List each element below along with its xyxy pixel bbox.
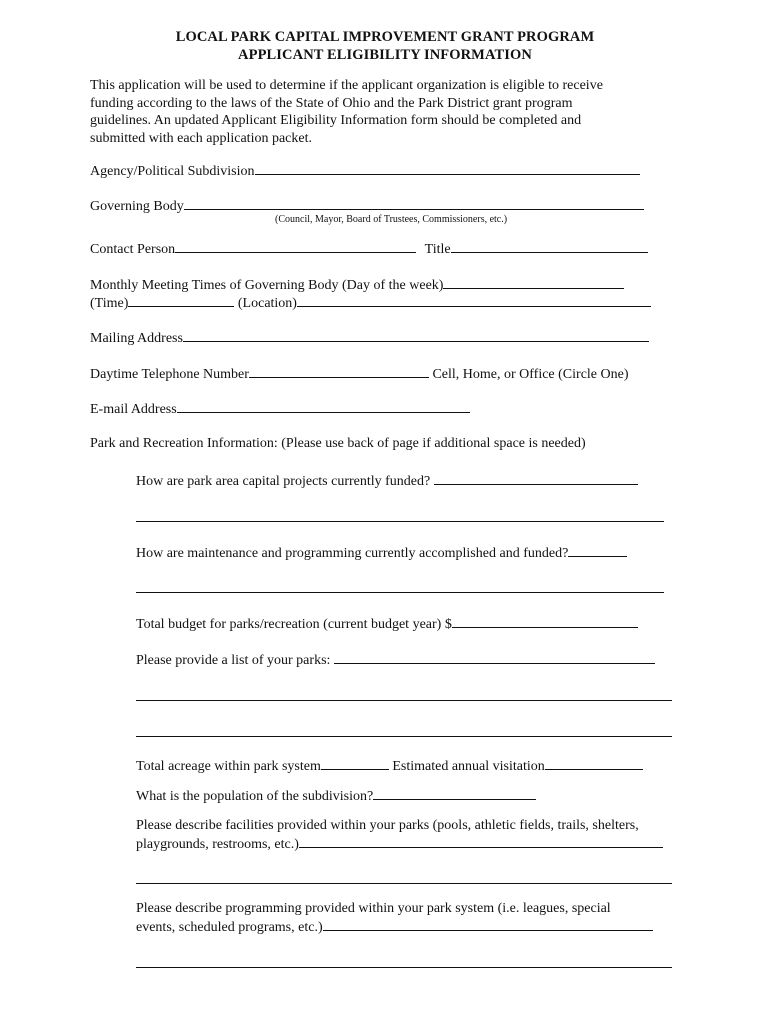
intro-line-1: This application will be used to determine if the applicant organization is eligible to receive xyxy=(90,78,603,93)
programming-label-line2: events, scheduled programs, etc.) xyxy=(136,920,323,935)
maintenance-row xyxy=(136,544,627,562)
facilities-label-line1: Please describe facilities provided within your parks (pools, athletic fields, trails, shelters, xyxy=(136,818,639,833)
time-field[interactable] xyxy=(128,294,234,307)
governing-body-row xyxy=(90,197,644,215)
mailing-address-row xyxy=(90,329,649,347)
acreage-visitation-row xyxy=(136,757,643,775)
intro-line-3: guidelines. An updated Applicant Eligibility Information form should be completed and xyxy=(90,113,582,128)
acreage-field[interactable] xyxy=(321,757,389,770)
parks-list-answer-line-1[interactable] xyxy=(136,700,672,701)
programming-row-2 xyxy=(136,918,653,936)
governing-body-label: Governing Body xyxy=(90,199,184,214)
contact-person-label: Contact Person xyxy=(90,242,176,257)
contact-row xyxy=(90,240,648,258)
mailing-address-label: Mailing Address xyxy=(90,331,183,346)
visitation-label: Estimated annual visitation xyxy=(392,759,545,774)
meeting-day-field[interactable] xyxy=(443,276,624,289)
maintenance-label: How are maintenance and programming currently accomplished and funded? xyxy=(136,546,569,561)
phone-field[interactable] xyxy=(249,365,429,378)
maintenance-field[interactable] xyxy=(568,544,627,557)
form-title-line1: LOCAL PARK CAPITAL IMPROVEMENT GRANT PROGRAM xyxy=(175,29,595,45)
facilities-label-line2: playgrounds, restrooms, etc.) xyxy=(136,837,299,852)
facilities-answer-line[interactable] xyxy=(136,883,672,884)
phone-type-label: Cell, Home, or Office (Circle One) xyxy=(432,367,629,382)
meeting-time-location-row xyxy=(90,294,651,312)
budget-row xyxy=(136,615,638,633)
meeting-times-row xyxy=(90,276,624,294)
time-label: (Time) xyxy=(90,296,129,311)
parks-list-answer-line-2[interactable] xyxy=(136,736,672,737)
location-field[interactable] xyxy=(297,294,651,307)
programming-field[interactable] xyxy=(323,918,653,931)
phone-row xyxy=(90,365,629,383)
meeting-times-label: Monthly Meeting Times of Governing Body (Day of the week) xyxy=(90,278,444,293)
email-field[interactable] xyxy=(177,400,470,413)
parks-list-field[interactable] xyxy=(334,651,655,664)
population-row xyxy=(136,787,536,805)
parks-list-label: Please provide a list of your parks: xyxy=(136,653,331,668)
programming-answer-line[interactable] xyxy=(136,967,672,968)
phone-label: Daytime Telephone Number xyxy=(90,367,249,382)
agency-row xyxy=(90,162,640,180)
intro-line-2: funding according to the laws of the State of Ohio and the Park District grant program xyxy=(90,95,573,111)
capital-funding-answer-line[interactable] xyxy=(136,521,664,522)
programming-row-1 xyxy=(136,901,611,917)
contact-person-field[interactable] xyxy=(175,240,416,253)
intro-paragraph xyxy=(90,77,670,147)
capital-funding-field[interactable] xyxy=(434,472,638,485)
population-label: What is the population of the subdivision? xyxy=(136,789,374,804)
facilities-field[interactable] xyxy=(299,835,663,848)
programming-label-line1: Please describe programming provided within your park system (i.e. leagues, special xyxy=(136,901,611,916)
facilities-row-1 xyxy=(136,818,639,834)
governing-body-hint: (Council, Mayor, Board of Trustees, Commissioners, etc.) xyxy=(275,214,508,225)
park-section-heading: Park and Recreation Information: (Please use back of page if additional space is needed) xyxy=(90,436,586,451)
form-title-line2: APPLICANT ELIGIBILITY INFORMATION xyxy=(238,47,532,63)
agency-label: Agency/Political Subdivision xyxy=(90,164,255,179)
capital-funding-row xyxy=(136,472,638,490)
capital-funding-label: How are park area capital projects currently funded? xyxy=(136,474,431,489)
title-field[interactable] xyxy=(451,240,648,253)
mailing-address-field[interactable] xyxy=(183,329,649,342)
email-label: E-mail Address xyxy=(90,402,177,417)
budget-label: Total budget for parks/recreation (current budget year) $ xyxy=(136,617,452,632)
location-label: (Location) xyxy=(237,296,297,311)
parks-list-row xyxy=(136,651,655,669)
population-field[interactable] xyxy=(373,787,536,800)
email-row xyxy=(90,400,470,418)
title-label: Title xyxy=(424,242,451,257)
governing-body-field[interactable] xyxy=(184,197,644,210)
intro-line-4: submitted with each application packet. xyxy=(90,130,312,146)
acreage-label: Total acreage within park system xyxy=(136,759,321,774)
agency-field[interactable] xyxy=(255,162,640,175)
visitation-field[interactable] xyxy=(545,757,643,770)
budget-field[interactable] xyxy=(452,615,638,628)
facilities-row-2 xyxy=(136,835,663,853)
maintenance-answer-line[interactable] xyxy=(136,592,664,593)
